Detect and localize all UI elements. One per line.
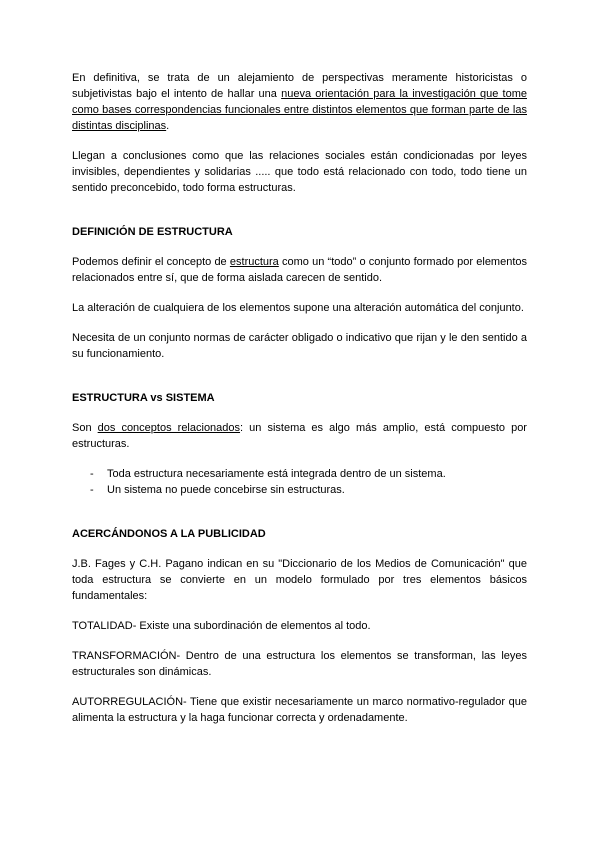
paragraph-text: . [166, 120, 170, 132]
list-item [72, 482, 527, 498]
heading-publicidad: ACERCÁNDONOS A LA PUBLICIDAD [72, 528, 266, 540]
bullet-list [72, 466, 527, 498]
paragraph-text: como un “todo” o conjunto formado por elementos relacionados entre sí, que de forma aislada carecen de sentido. [72, 256, 528, 284]
paragraph-transformacion: TRANSFORMACIÓN- Dentro de una estructura los elementos se transforman, las leyes estructurales son dinámicas. [72, 650, 527, 678]
paragraph-conclusiones: Llegan a conclusiones como que las relaciones sociales están condicionadas por leyes invisibles, dependientes y solidarias ..... que todo está relacionado con todo, todo tiene un sentido preconcebido, todo forma estructuras. [72, 150, 527, 194]
paragraph-text: : un sistema es algo más amplio, está compuesto por estructuras. [72, 422, 527, 450]
paragraph-text: En definitiva, se trata de un alejamiento de perspectivas meramente historicistas o subjetivistas bajo el intento de hallar una [72, 72, 527, 100]
paragraph-text: Son [72, 422, 98, 434]
paragraph-autorregulacion: AUTORREGULACIÓN- Tiene que existir necesariamente un marco normativo-regulador que alimenta la estructura y la haga funcionar correcta y ordenadamente. [72, 696, 527, 724]
document-body [72, 70, 527, 726]
paragraph-conceptos [72, 420, 527, 452]
underlined-phrase: dos conceptos relacionados [97, 422, 241, 434]
paragraph-totalidad: TOTALIDAD- Existe una subordinación de elementos al todo. [72, 620, 371, 632]
dash-bullet: - [90, 484, 94, 496]
underlined-phrase: estructura [229, 256, 279, 268]
paragraph-alteracion: La alteración de cualquiera de los elementos supone una alteración automática del conjunto. [72, 302, 524, 314]
paragraph-fages-pagano: J.B. Fages y C.H. Pagano indican en su "Diccionario de los Medios de Comunicación" que toda estructura se convierte en un modelo formulado por tres elementos básicos fundamentales: [72, 558, 527, 602]
list-item [72, 466, 527, 482]
heading-definicion: DEFINICIÓN DE ESTRUCTURA [72, 226, 233, 238]
list-item-text: Toda estructura necesariamente está integrada dentro de un sistema. [107, 468, 446, 480]
paragraph-perspectivas [72, 70, 527, 134]
list-item-text: Un sistema no puede concebirse sin estructuras. [107, 484, 345, 496]
underlined-phrase: nueva orientación para la investigación que tome como bases correspondencias funcionales entre distintos elementos que forman parte de las distintas disciplinas [72, 88, 527, 132]
heading-estructura-vs-sistema: ESTRUCTURA vs SISTEMA [72, 392, 215, 404]
paragraph-definicion [72, 254, 527, 286]
paragraph-normas: Necesita de un conjunto normas de carácter obligado o indicativo que rijan y le den sentido a su funcionamiento. [72, 332, 527, 360]
dash-bullet: - [90, 468, 94, 480]
paragraph-text: Podemos definir el concepto de [72, 256, 230, 268]
